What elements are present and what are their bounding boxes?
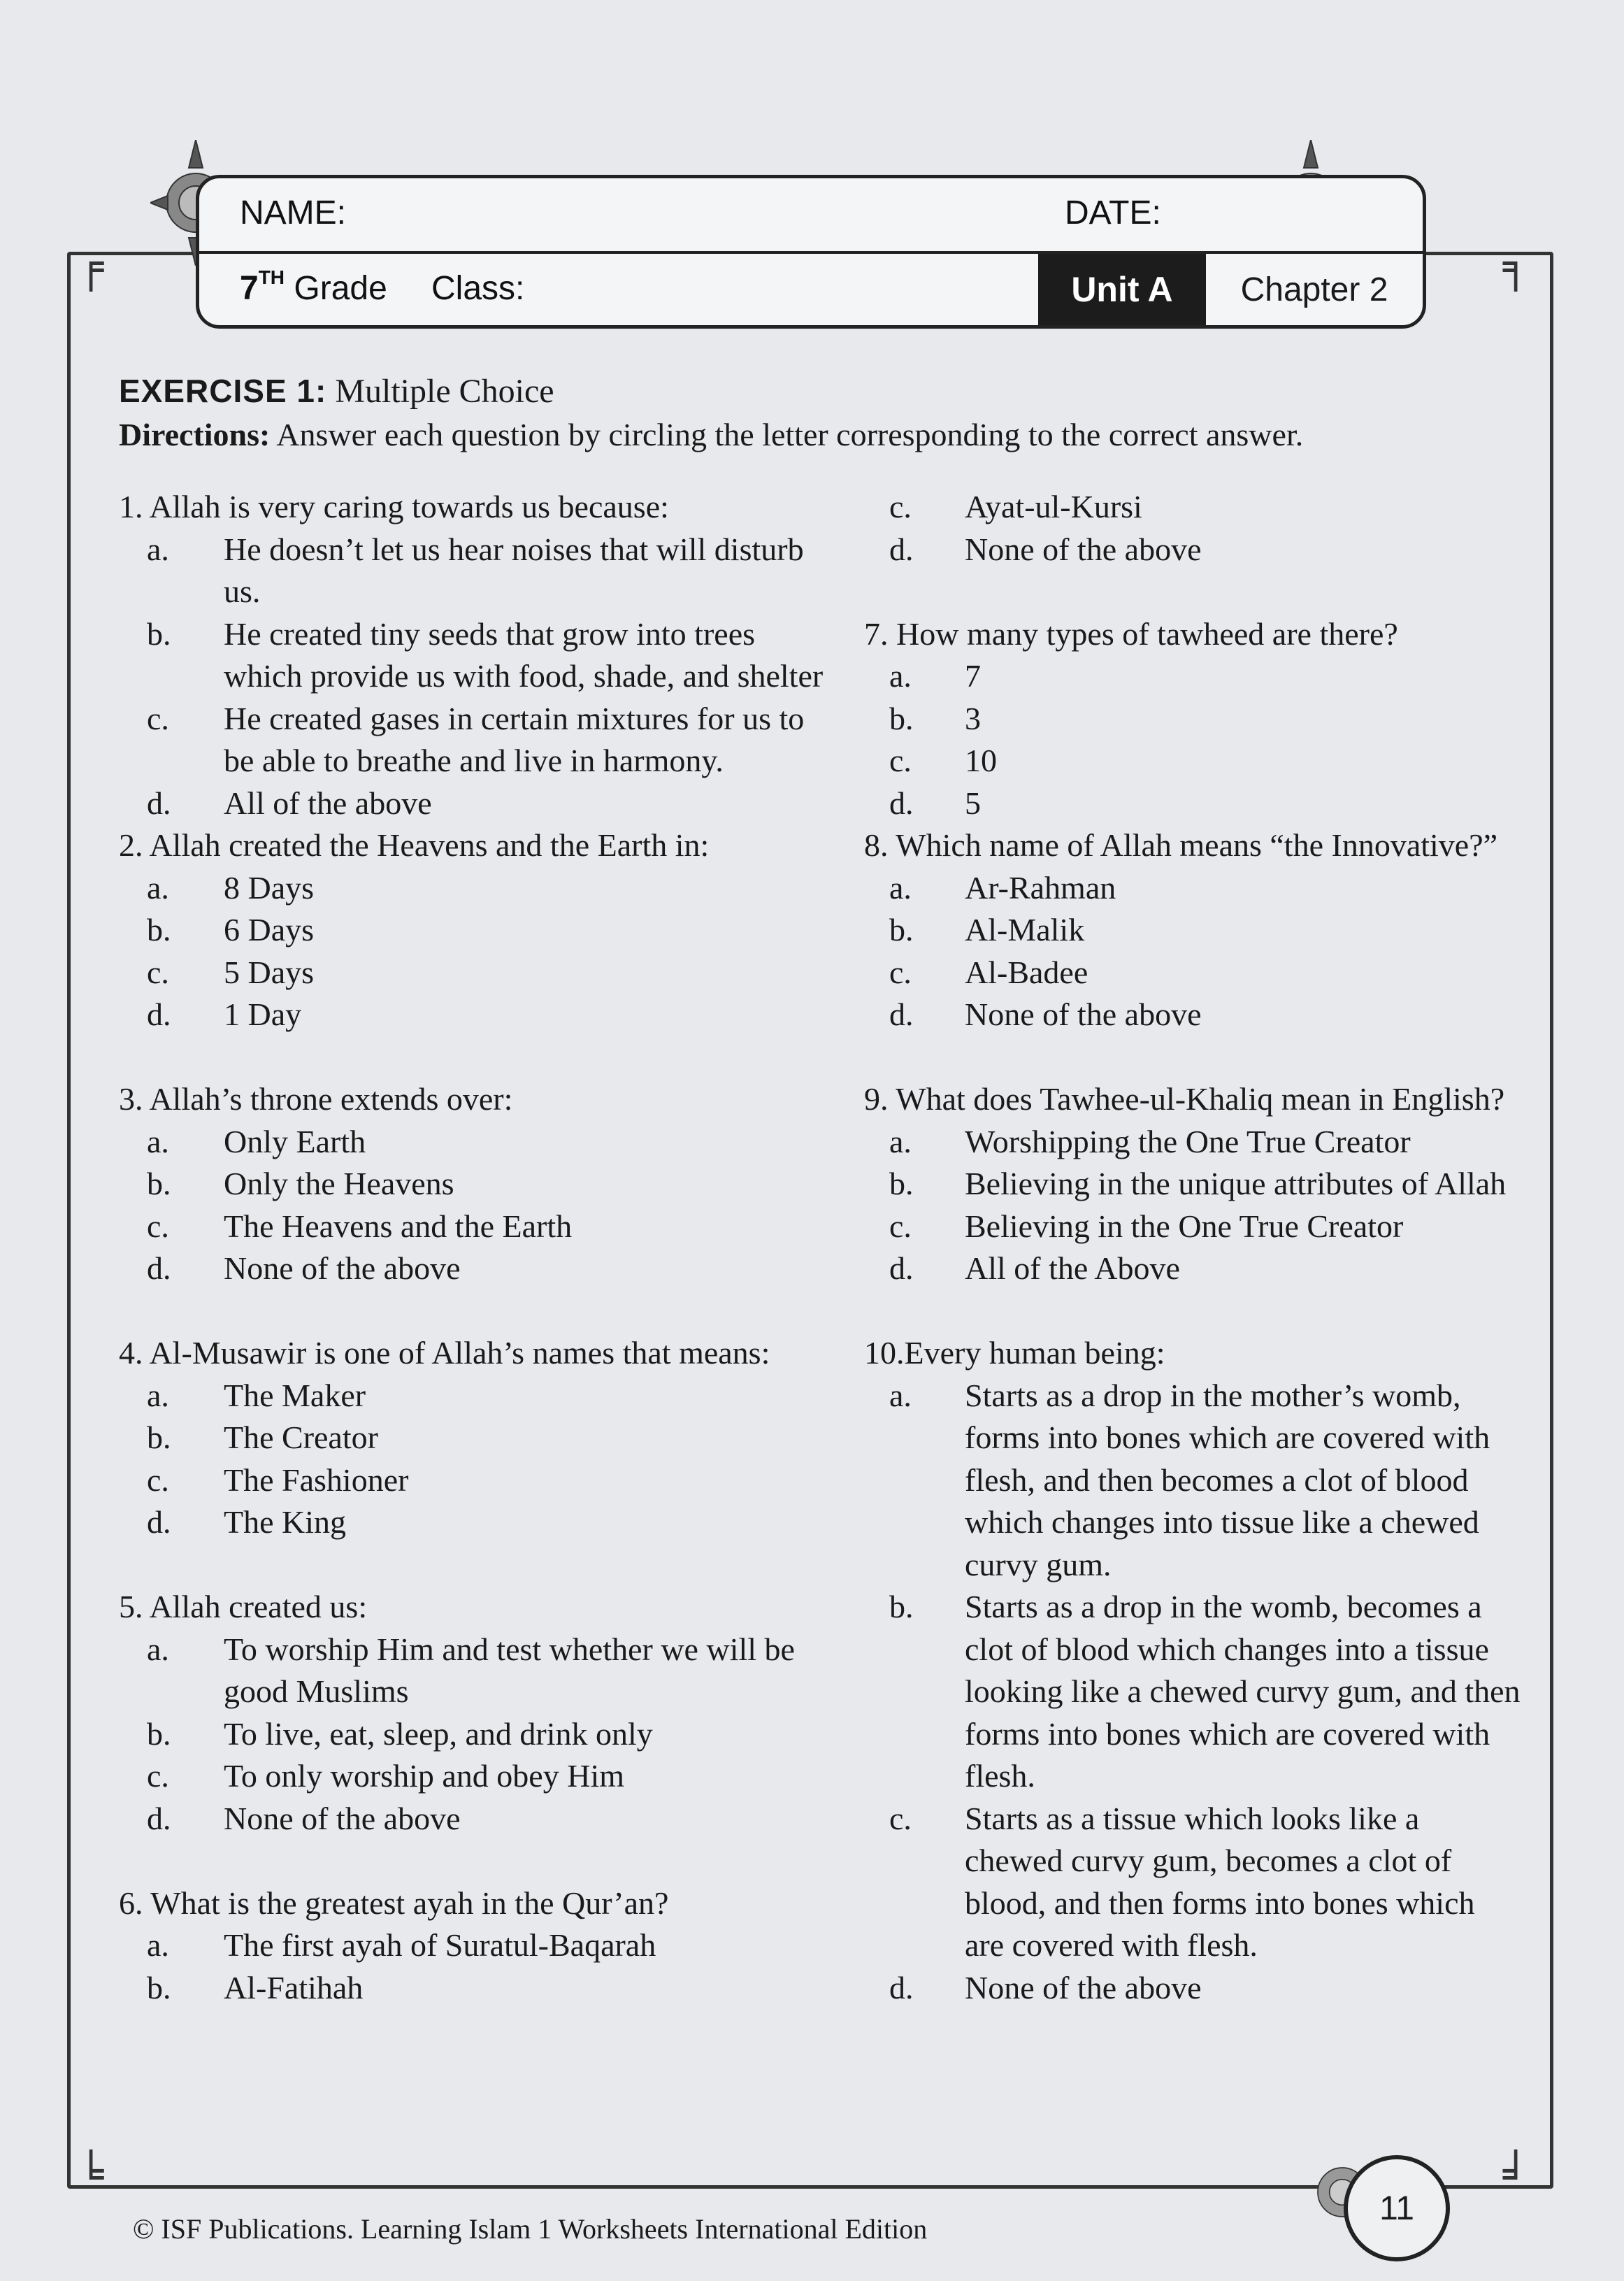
- grade-label: 7TH Grade: [240, 266, 387, 307]
- question-9-option-d[interactable]: d. All of the Above: [889, 1250, 1180, 1286]
- question-7-option-c[interactable]: c. 10: [889, 743, 997, 778]
- question-7: 7. How many types of tawheed are there?: [864, 615, 1398, 652]
- corner-ornament-bottom-right: ╛: [1503, 2150, 1529, 2199]
- question-2-option-c[interactable]: c. 5 Days: [147, 954, 315, 990]
- question-8-option-c[interactable]: c. Al-Badee: [889, 954, 1088, 990]
- question-10-option-c[interactable]: c. Starts as a tissue which looks like a chewed curvy gum, becomes a clot of blood, and then forms into bones which are covered with flesh.: [889, 1800, 1475, 1963]
- corner-ornament-top-left: ╒: [78, 243, 104, 292]
- page-number: 11: [1344, 2155, 1450, 2261]
- question-7-option-d[interactable]: d. 5: [889, 785, 981, 821]
- question-1-option-a[interactable]: a. He doesn’t let us hear noises that will disturb us.: [147, 531, 804, 609]
- directions: Directions: Answer each question by circling the letter corresponding to the correct answer.: [119, 417, 1304, 452]
- question-5-option-b[interactable]: b. To live, eat, sleep, and drink only: [147, 1715, 653, 1752]
- question-3-option-a[interactable]: a. Only Earth: [147, 1123, 366, 1159]
- question-1-option-d[interactable]: d. All of the above: [147, 785, 432, 821]
- footer-copyright: © ISF Publications. Learning Islam 1 Worksheets International Edition: [133, 2213, 928, 2245]
- question-5-option-d[interactable]: d. None of the above: [147, 1800, 461, 1836]
- question-9-option-b[interactable]: b. Believing in the unique attributes of Allah: [889, 1166, 1507, 1201]
- question-2-option-b[interactable]: b. 6 Days: [147, 912, 315, 948]
- question-7-option-b[interactable]: b. 3: [889, 700, 981, 736]
- question-3-option-b[interactable]: b. Only the Heavens: [147, 1166, 454, 1201]
- chapter-label: Chapter 2: [1240, 271, 1388, 308]
- question-10-option-b[interactable]: b. Starts as a drop in the womb, becomes a clot of blood which changes into a tissue looking like a chewed curvy gum, and then forms into bones which are covered with flesh.: [889, 1589, 1521, 1794]
- worksheet-header: [196, 175, 1426, 329]
- question-6-option-d[interactable]: d. None of the above: [889, 531, 1202, 567]
- question-4-option-c[interactable]: c. The Fashioner: [147, 1461, 409, 1498]
- question-8: 8. Which name of Allah means “the Innovative?”: [864, 827, 1498, 863]
- questions-right-column: [864, 486, 1521, 2009]
- question-2-option-d[interactable]: d. 1 Day: [147, 996, 302, 1032]
- question-1-option-b[interactable]: b. He created tiny seeds that grow into trees which provide us with food, shade, and shelter: [147, 615, 824, 694]
- question-6-option-a[interactable]: a. The first ayah of Suratul-Baqarah: [147, 1927, 656, 1963]
- question-3-option-c[interactable]: c. The Heavens and the Earth: [147, 1208, 573, 1244]
- question-9-option-a[interactable]: a. Worshipping the One True Creator: [889, 1123, 1411, 1159]
- corner-ornament-top-right: ╕: [1503, 243, 1529, 292]
- question-4-option-b[interactable]: b. The Creator: [147, 1420, 378, 1455]
- question-2: 2. Allah created the Heavens and the Earth in:: [119, 827, 710, 863]
- question-1: 1. Allah is very caring towards us because:: [119, 489, 669, 524]
- exercise-title: EXERCISE 1: Multiple Choice: [119, 373, 554, 410]
- question-6: 6. What is the greatest ayah in the Qur’an?: [119, 1885, 669, 1921]
- questions-left-column: [119, 486, 839, 2009]
- question-10: 10.Every human being:: [864, 1335, 1165, 1371]
- question-4-option-a[interactable]: a. The Maker: [147, 1377, 366, 1413]
- name-label: NAME:: [240, 194, 347, 231]
- question-5: 5. Allah created us:: [119, 1589, 368, 1624]
- question-9: 9. What does Tawhee-ul-Khaliq mean in English?: [864, 1081, 1505, 1117]
- question-10-option-a[interactable]: a. Starts as a drop in the mother’s womb, forms into bones which are covered with flesh, and then becomes a clot of blood which changes into tissue like a chewed curvy gum.: [889, 1377, 1490, 1582]
- question-4: 4. Al-Musawir is one of Allah’s names that means:: [119, 1335, 770, 1371]
- question-8-option-d[interactable]: d. None of the above: [889, 996, 1202, 1032]
- question-8-option-b[interactable]: b. Al-Malik: [889, 912, 1085, 948]
- question-6-option-b[interactable]: b. Al-Fatihah: [147, 1969, 364, 2005]
- question-6-option-c[interactable]: c. Ayat-ul-Kursi: [889, 489, 1142, 524]
- question-5-option-c[interactable]: c. To only worship and obey Him: [147, 1758, 625, 1794]
- question-3-option-d[interactable]: d. None of the above: [147, 1250, 461, 1286]
- header-row-grade-unit: [199, 254, 1423, 325]
- question-8-option-a[interactable]: a. Ar-Rahman: [889, 869, 1116, 906]
- question-4-option-d[interactable]: d. The King: [147, 1504, 347, 1540]
- question-2-option-a[interactable]: a. 8 Days: [147, 869, 315, 906]
- question-5-option-a[interactable]: a. To worship Him and test whether we will be good Muslims: [147, 1631, 795, 1709]
- question-10-option-d[interactable]: d. None of the above: [889, 1969, 1202, 2005]
- unit-badge: Unit A: [1038, 254, 1206, 325]
- question-1-option-c[interactable]: c. He created gases in certain mixtures for us to be able to breathe and live in harmony.: [147, 700, 805, 778]
- corner-ornament-bottom-left: ╘: [78, 2150, 104, 2199]
- class-label: Class:: [431, 270, 525, 307]
- header-row-name-date: [199, 178, 1423, 254]
- date-label: DATE:: [1065, 194, 1161, 231]
- question-7-option-a[interactable]: a. 7: [889, 658, 981, 694]
- question-9-option-c[interactable]: c. Believing in the One True Creator: [889, 1208, 1404, 1244]
- question-3: 3. Allah’s throne extends over:: [119, 1081, 513, 1117]
